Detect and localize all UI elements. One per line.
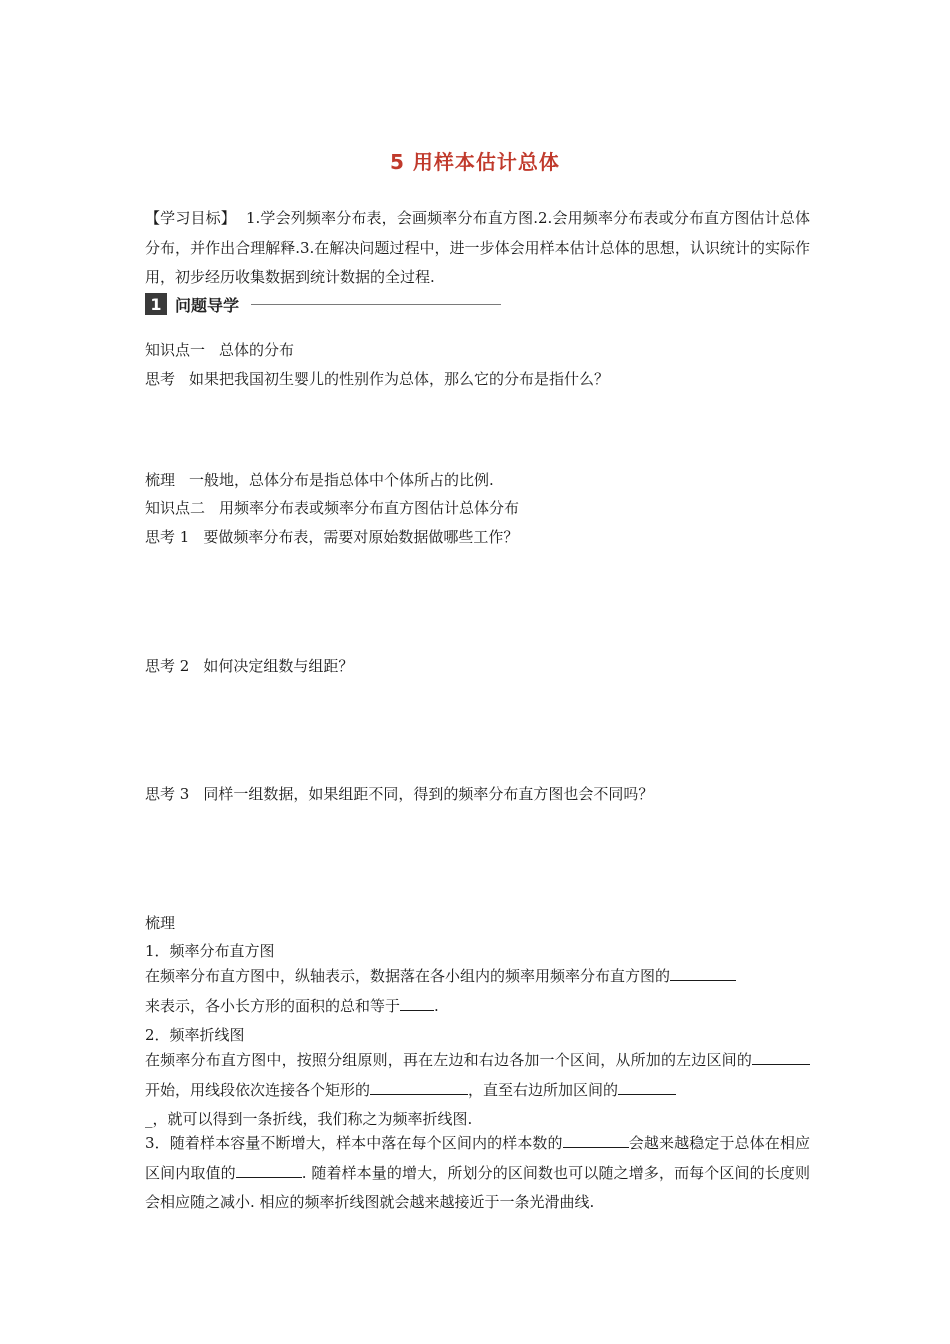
kp2-heading-label: 知识点二 bbox=[145, 499, 206, 517]
kp2-think3-text: 同样一组数据，如果组距不同，得到的频率分布直方图也会不同吗？ bbox=[203, 785, 654, 803]
kp2-think2 bbox=[145, 655, 353, 676]
objectives-text: 1.学会列频率分布表，会画频率分布直方图.2.会用频率分布表或分布直方图估计总体分布，并作出合理解释.3.在解决问题过程中，进一步体会用样本估计总体的思想，认识统计的实际作用，初步经历收集数据到统计数据的全过程. bbox=[145, 209, 810, 286]
kp1-summary-text: 一般地，总体分布是指总体中个体所占的比例. bbox=[189, 471, 494, 489]
kp2-heading-text: 用频率分布表或频率分布直方图估计总体分布 bbox=[219, 499, 520, 517]
fill-blank[interactable] bbox=[563, 1131, 629, 1148]
kp1-think-label: 思考 bbox=[145, 370, 176, 388]
summary2-item1-title: 1．频率分布直方图 bbox=[145, 942, 275, 960]
fill-blank[interactable] bbox=[670, 964, 736, 981]
item2-text-c: ，直至右边所加区间的 bbox=[468, 1080, 619, 1099]
summary2-label: 梳理 bbox=[145, 914, 176, 932]
kp1-heading-label: 知识点一 bbox=[145, 341, 206, 359]
learning-objectives bbox=[145, 204, 810, 293]
item1-text-b: 来表示，各小长方形的面积的总和等于 bbox=[145, 996, 401, 1015]
objectives-label: 【学习目标】 bbox=[145, 209, 236, 227]
item1-text-c: . bbox=[434, 996, 439, 1015]
kp2-think3 bbox=[145, 783, 653, 804]
kp1-summary-label: 梳理 bbox=[145, 471, 176, 489]
kp1-summary bbox=[145, 469, 494, 490]
item2-text-a: 在频率分布直方图中，按照分组原则，再在左边和右边各加一个区间，从所加的左边区间的 bbox=[145, 1051, 752, 1069]
kp1-heading-text: 总体的分布 bbox=[219, 341, 295, 359]
fill-blank[interactable] bbox=[400, 994, 434, 1011]
kp2-think1-label: 思考 1 bbox=[145, 528, 190, 546]
kp2-think2-label: 思考 2 bbox=[145, 657, 190, 675]
item3-text-a: 3．随着样本容量不断增大，样本中落在每个区间内的样本数的 bbox=[145, 1134, 563, 1152]
summary2-item2-body bbox=[145, 1046, 810, 1135]
fill-blank[interactable] bbox=[752, 1048, 810, 1065]
page-title: 5 用样本估计总体 bbox=[390, 150, 560, 174]
kp2-think2-text: 如何决定组数与组距？ bbox=[203, 657, 354, 675]
kp2-think1-text: 要做频率分布表，需要对原始数据做哪些工作？ bbox=[203, 528, 519, 546]
fill-blank[interactable] bbox=[618, 1078, 676, 1095]
summary2-item3-body bbox=[145, 1129, 810, 1218]
kp2-heading bbox=[145, 497, 519, 518]
kp1-think bbox=[145, 368, 609, 389]
fill-blank[interactable] bbox=[370, 1078, 468, 1095]
fill-blank[interactable] bbox=[236, 1161, 302, 1178]
kp2-think1 bbox=[145, 526, 518, 547]
item2-text-b: 开始，用线段依次连接各个矩形的 bbox=[145, 1080, 371, 1099]
kp2-think3-label: 思考 3 bbox=[145, 785, 190, 803]
item3-text-c: . 随着样本量的增大，所划分的区间数也可以随之增多，而每个区间的长度则会相应随之减小. 相应的频率折线图就会越来越接近于一条光滑曲线. bbox=[145, 1163, 810, 1211]
kp1-heading bbox=[145, 339, 294, 360]
item1-text-a: 在频率分布直方图中，纵轴表示，数据落在各小组内的频率用频率分布直方图的 bbox=[145, 967, 671, 985]
section-number-badge: 1 bbox=[145, 293, 167, 315]
section-divider bbox=[251, 304, 501, 305]
summary2-item1-body bbox=[145, 962, 810, 1021]
item3-text-b: 会越来越稳定于总体在相应区间内取值的 bbox=[145, 1134, 810, 1182]
item2-text-d: _，就可以得到一条折线，我们称之为频率折线图. bbox=[145, 1110, 473, 1128]
kp1-think-text: 如果把我国初生婴儿的性别作为总体，那么它的分布是指什么？ bbox=[189, 370, 610, 388]
summary2-item2-title: 2．频率折线图 bbox=[145, 1026, 245, 1044]
section-header bbox=[145, 292, 501, 316]
section-title: 问题导学 bbox=[175, 295, 240, 315]
